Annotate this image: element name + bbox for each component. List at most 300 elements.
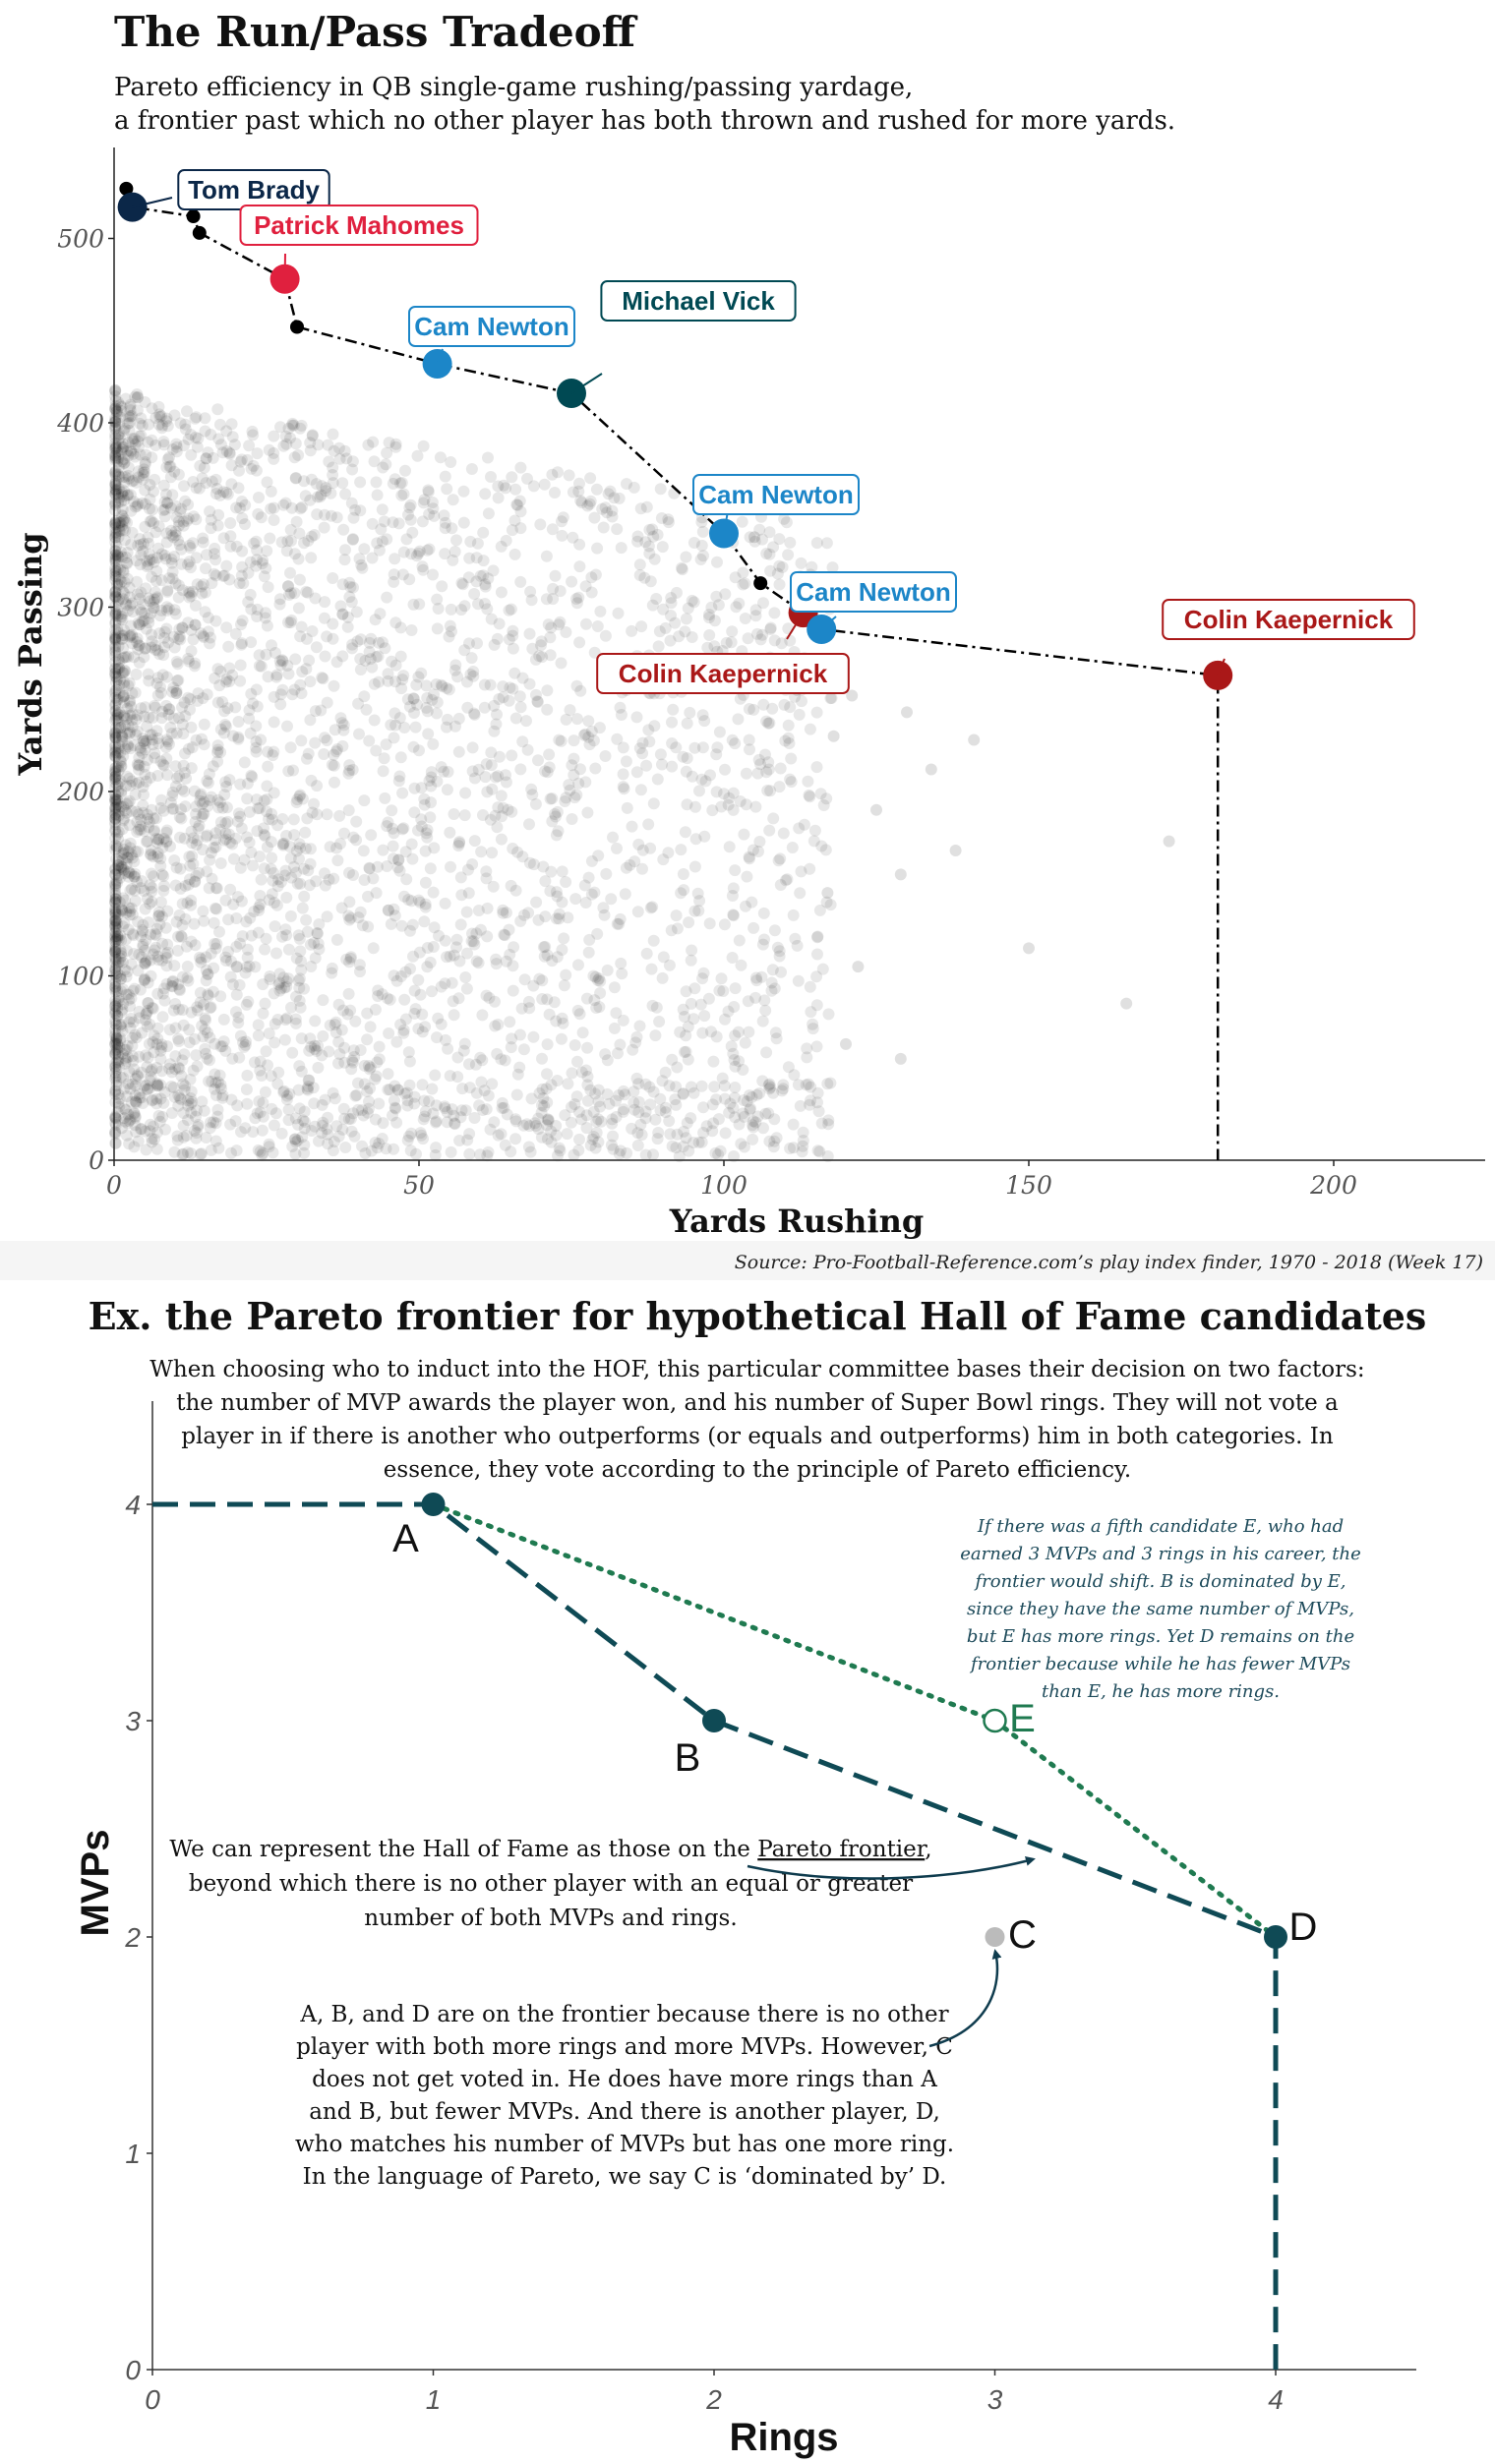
game-point xyxy=(506,604,517,616)
game-point xyxy=(570,790,582,801)
game-point xyxy=(244,837,256,849)
game-point xyxy=(541,704,553,716)
game-point xyxy=(309,1015,321,1027)
x-tick-label: 1 xyxy=(425,2384,442,2415)
game-point xyxy=(483,507,495,519)
game-point xyxy=(627,821,638,833)
game-point xyxy=(236,496,248,507)
game-point xyxy=(374,608,386,619)
game-point xyxy=(162,735,174,747)
game-point xyxy=(573,560,585,572)
game-point xyxy=(468,708,480,720)
game-point xyxy=(399,465,411,477)
game-point xyxy=(666,597,678,609)
game-point xyxy=(192,441,204,453)
game-point xyxy=(202,830,213,842)
game-point xyxy=(757,939,769,951)
game-point xyxy=(508,941,519,953)
qb-name-label: Patrick Mahomes xyxy=(254,210,464,240)
game-point xyxy=(172,1062,184,1074)
game-point xyxy=(426,1084,438,1095)
game-point xyxy=(901,706,913,718)
game-point xyxy=(123,989,135,1001)
game-point xyxy=(660,1102,672,1114)
game-point xyxy=(413,744,425,756)
game-point xyxy=(230,941,242,953)
game-point xyxy=(633,1096,645,1108)
game-point xyxy=(573,636,585,648)
game-point xyxy=(385,994,396,1006)
game-point xyxy=(653,640,665,652)
game-point xyxy=(288,829,300,841)
game-point xyxy=(372,490,384,501)
game-point xyxy=(190,513,202,525)
game-point xyxy=(840,1038,852,1050)
game-point xyxy=(547,523,559,535)
game-point xyxy=(383,1068,394,1080)
game-point xyxy=(491,1048,503,1060)
game-point xyxy=(664,1080,676,1091)
note-e-line: frontier would shift. B is dominated by E, xyxy=(975,1571,1346,1592)
game-point xyxy=(600,750,612,762)
game-point xyxy=(349,504,361,516)
game-point xyxy=(125,838,137,850)
game-point xyxy=(794,709,806,721)
game-point xyxy=(663,516,675,528)
game-point xyxy=(459,971,471,983)
game-point xyxy=(395,490,407,501)
game-point xyxy=(253,492,265,503)
game-point xyxy=(253,1019,265,1030)
x-tick-label: 3 xyxy=(987,2384,1003,2415)
game-point xyxy=(688,537,700,549)
game-point xyxy=(257,1125,269,1137)
game-point xyxy=(109,812,121,824)
x-tick-label: 200 xyxy=(1310,1171,1357,1200)
game-point xyxy=(698,715,710,727)
game-point xyxy=(268,867,279,879)
game-point xyxy=(168,960,180,971)
game-point xyxy=(498,1102,509,1114)
game-point xyxy=(950,845,962,856)
game-point xyxy=(177,728,189,739)
game-point xyxy=(224,517,236,529)
game-point xyxy=(346,1126,358,1138)
game-point xyxy=(602,1054,614,1066)
game-point xyxy=(453,713,465,725)
game-point xyxy=(763,1083,775,1094)
game-point xyxy=(120,393,132,405)
game-point xyxy=(331,743,343,755)
game-point xyxy=(331,934,343,946)
game-point xyxy=(253,1095,265,1107)
game-point xyxy=(332,1036,344,1048)
game-point xyxy=(442,1043,453,1055)
game-point xyxy=(504,1016,515,1027)
game-point xyxy=(440,898,451,909)
game-point xyxy=(269,647,281,659)
game-point xyxy=(179,747,191,759)
game-point xyxy=(329,760,340,772)
game-point xyxy=(729,1082,741,1093)
game-point xyxy=(581,807,593,819)
game-point xyxy=(109,927,121,939)
game-point xyxy=(210,904,222,915)
game-point xyxy=(155,897,167,909)
game-point xyxy=(637,845,649,856)
game-point xyxy=(542,1038,554,1050)
game-point xyxy=(183,851,195,862)
game-point xyxy=(768,607,780,618)
game-point xyxy=(170,880,182,892)
game-point xyxy=(276,813,288,825)
game-point xyxy=(640,1106,652,1118)
game-point xyxy=(463,1148,475,1160)
game-point xyxy=(509,1133,521,1144)
game-point xyxy=(526,1092,538,1104)
game-point xyxy=(648,1086,660,1098)
game-point xyxy=(657,972,669,984)
game-point xyxy=(398,994,410,1006)
game-point xyxy=(543,748,555,760)
game-point xyxy=(397,670,409,681)
game-point xyxy=(577,1027,589,1038)
chart-description-line: essence, they vote according to the principle of Pareto efficiency. xyxy=(383,1457,1132,1483)
note-e-line: frontier because while he has fewer MVPs xyxy=(971,1654,1350,1674)
game-point xyxy=(443,766,454,778)
game-point xyxy=(824,1078,836,1089)
game-point xyxy=(290,473,302,485)
game-point xyxy=(640,760,652,772)
game-point xyxy=(336,717,348,729)
game-point xyxy=(389,616,401,628)
game-point xyxy=(692,888,704,900)
game-point xyxy=(496,834,508,846)
game-point xyxy=(236,896,248,908)
game-point xyxy=(109,844,121,855)
game-point xyxy=(395,651,407,663)
game-point xyxy=(491,958,503,969)
game-point xyxy=(693,785,705,796)
game-point xyxy=(620,888,631,900)
game-point xyxy=(197,906,209,917)
game-point xyxy=(194,952,206,964)
game-point xyxy=(374,1053,386,1065)
game-point xyxy=(406,624,418,636)
game-point xyxy=(194,483,206,495)
pareto-frontier-link: Pareto frontier xyxy=(757,1837,926,1862)
game-point xyxy=(774,945,786,957)
game-point xyxy=(243,440,255,451)
game-point xyxy=(514,915,526,927)
note-e-line: since they have the same number of MVPs, xyxy=(967,1599,1354,1619)
game-point xyxy=(311,808,323,820)
game-point xyxy=(610,1007,622,1019)
game-point xyxy=(256,874,268,886)
game-point xyxy=(481,1103,493,1115)
game-point xyxy=(263,581,274,593)
game-point xyxy=(496,586,508,598)
game-point xyxy=(546,469,558,481)
game-point xyxy=(347,534,359,546)
game-point xyxy=(770,1027,782,1038)
game-point xyxy=(766,985,778,997)
game-point xyxy=(796,695,807,707)
game-point xyxy=(501,956,512,968)
game-point xyxy=(572,486,584,498)
game-point xyxy=(445,951,456,963)
game-point xyxy=(121,945,133,957)
game-point xyxy=(574,763,586,775)
game-point xyxy=(269,691,280,703)
game-point xyxy=(733,1027,745,1038)
game-point xyxy=(567,1067,578,1079)
game-point xyxy=(175,813,187,825)
game-point xyxy=(408,599,420,611)
game-point xyxy=(541,593,553,605)
game-point xyxy=(294,574,306,586)
game-point xyxy=(295,956,307,968)
game-point xyxy=(253,1144,265,1156)
game-point xyxy=(127,631,139,643)
x-axis-label: Yards Rushing xyxy=(669,1203,925,1240)
game-point xyxy=(611,523,623,535)
game-point xyxy=(234,811,246,823)
game-point xyxy=(162,947,174,959)
game-point xyxy=(182,975,194,987)
game-point xyxy=(283,1104,295,1116)
chart-subtitle-line: a frontier past which no other player has both thrown and rushed for more yards. xyxy=(114,106,1176,136)
game-point xyxy=(347,582,359,594)
game-point xyxy=(427,502,439,514)
game-point xyxy=(449,1118,461,1130)
game-point xyxy=(283,944,295,956)
game-point xyxy=(251,793,263,805)
game-point xyxy=(611,733,623,745)
game-point xyxy=(678,868,689,880)
game-point xyxy=(926,764,937,776)
game-point xyxy=(599,909,611,921)
game-point xyxy=(514,576,526,588)
game-point xyxy=(171,916,183,928)
game-point xyxy=(737,1064,748,1076)
game-point xyxy=(432,1013,444,1025)
game-point xyxy=(187,537,199,549)
game-point xyxy=(634,558,646,570)
game-point xyxy=(220,621,232,633)
game-point xyxy=(110,672,122,683)
game-point xyxy=(172,535,184,547)
game-point xyxy=(510,1115,522,1127)
game-point xyxy=(530,897,542,909)
qb-name-label: Cam Newton xyxy=(698,480,854,509)
game-point xyxy=(181,405,193,417)
game-point xyxy=(784,701,796,713)
game-point xyxy=(151,591,163,603)
game-point xyxy=(446,604,457,616)
game-point xyxy=(179,800,191,812)
game-point xyxy=(164,841,176,852)
game-point xyxy=(171,656,183,668)
game-point xyxy=(596,503,608,515)
game-point xyxy=(805,1006,816,1018)
game-point xyxy=(291,516,303,528)
game-point xyxy=(467,741,479,753)
game-point xyxy=(139,974,150,986)
game-point xyxy=(740,613,751,624)
game-point xyxy=(649,1029,661,1041)
game-point xyxy=(166,1107,178,1119)
game-point xyxy=(161,605,173,616)
game-point xyxy=(406,527,418,539)
game-point xyxy=(304,675,316,687)
game-point xyxy=(463,1058,475,1070)
game-point xyxy=(277,440,289,452)
game-point xyxy=(688,1013,699,1025)
game-point xyxy=(417,515,429,527)
game-point xyxy=(579,776,591,788)
qb-name-label: Tom Brady xyxy=(188,175,320,205)
game-point xyxy=(621,478,632,490)
game-point xyxy=(453,1135,465,1146)
game-point xyxy=(214,796,226,808)
game-point xyxy=(757,1016,769,1027)
game-point xyxy=(193,1119,205,1131)
game-point xyxy=(320,1094,331,1106)
game-point xyxy=(541,551,553,562)
game-point xyxy=(235,456,247,468)
game-point xyxy=(344,1005,356,1017)
game-point xyxy=(404,1080,416,1091)
game-point xyxy=(537,1084,549,1095)
game-point xyxy=(582,715,594,727)
game-point xyxy=(199,412,210,424)
game-point xyxy=(349,1016,361,1027)
game-point xyxy=(603,1098,615,1110)
game-point xyxy=(818,799,830,811)
game-point xyxy=(379,792,390,804)
game-point xyxy=(290,991,302,1003)
game-point xyxy=(365,1021,377,1032)
game-point xyxy=(285,616,297,628)
note-frontier-line: number of both MVPs and rings. xyxy=(364,1906,738,1931)
game-point xyxy=(153,401,165,413)
game-point xyxy=(602,965,614,976)
game-point xyxy=(266,1103,277,1115)
game-point xyxy=(571,1056,583,1068)
game-point xyxy=(615,1144,627,1156)
game-point xyxy=(373,1098,385,1110)
game-point xyxy=(405,514,417,526)
game-point xyxy=(479,702,491,714)
game-point xyxy=(604,486,616,498)
game-point xyxy=(719,764,731,776)
game-point xyxy=(616,968,628,979)
game-point xyxy=(262,761,273,773)
game-point xyxy=(168,1005,180,1017)
game-point xyxy=(743,1027,754,1038)
game-point xyxy=(171,685,183,697)
game-point xyxy=(149,752,160,764)
dominated-candidate-point xyxy=(986,1927,1005,1947)
game-point xyxy=(240,1035,252,1047)
game-point xyxy=(568,1149,580,1161)
game-point xyxy=(174,863,186,875)
frontier-point xyxy=(193,226,207,240)
game-point xyxy=(269,1036,280,1048)
game-point xyxy=(361,1033,373,1045)
game-point xyxy=(342,768,354,780)
game-point xyxy=(458,517,470,529)
game-point xyxy=(581,1122,593,1134)
note-e-line: If there was a fifth candidate E, who had xyxy=(977,1516,1345,1537)
game-point xyxy=(696,1081,708,1092)
game-point xyxy=(682,798,693,810)
game-point xyxy=(212,697,224,709)
game-point xyxy=(721,637,733,649)
game-point xyxy=(208,842,219,853)
game-point xyxy=(530,798,542,810)
game-point xyxy=(422,705,434,717)
game-point xyxy=(544,761,556,773)
game-point xyxy=(689,861,701,873)
game-point xyxy=(431,1115,443,1127)
game-point xyxy=(199,719,210,731)
game-point xyxy=(155,802,167,814)
frontier-point xyxy=(187,209,201,223)
game-point xyxy=(397,568,409,580)
game-point xyxy=(156,868,168,880)
game-point xyxy=(137,616,149,627)
game-point xyxy=(281,1090,293,1102)
game-point xyxy=(471,637,483,649)
game-point xyxy=(293,554,305,565)
game-point xyxy=(559,795,570,807)
game-point xyxy=(137,545,149,557)
game-point xyxy=(372,1142,384,1153)
game-point xyxy=(369,455,381,467)
game-point xyxy=(678,1126,689,1138)
game-point xyxy=(336,477,348,489)
game-point xyxy=(1023,942,1035,954)
game-point xyxy=(201,1132,212,1144)
game-point xyxy=(476,1009,488,1021)
game-point xyxy=(741,768,752,780)
game-point xyxy=(265,503,276,515)
game-point xyxy=(968,734,980,746)
game-point xyxy=(479,488,491,499)
game-point xyxy=(591,543,603,555)
game-point xyxy=(784,1143,796,1154)
game-point xyxy=(530,654,542,666)
game-point xyxy=(501,907,512,918)
game-point xyxy=(242,596,254,608)
game-point xyxy=(264,533,275,545)
game-point xyxy=(179,1085,191,1096)
game-point xyxy=(763,1136,775,1147)
game-point xyxy=(810,970,822,982)
game-point xyxy=(524,628,536,640)
game-point xyxy=(680,826,691,838)
game-point xyxy=(748,531,760,543)
game-point xyxy=(150,928,161,940)
game-point xyxy=(802,776,813,788)
game-point xyxy=(481,990,493,1002)
game-point xyxy=(166,557,178,569)
game-point xyxy=(584,472,596,484)
game-point xyxy=(387,823,398,835)
game-point xyxy=(432,622,444,634)
